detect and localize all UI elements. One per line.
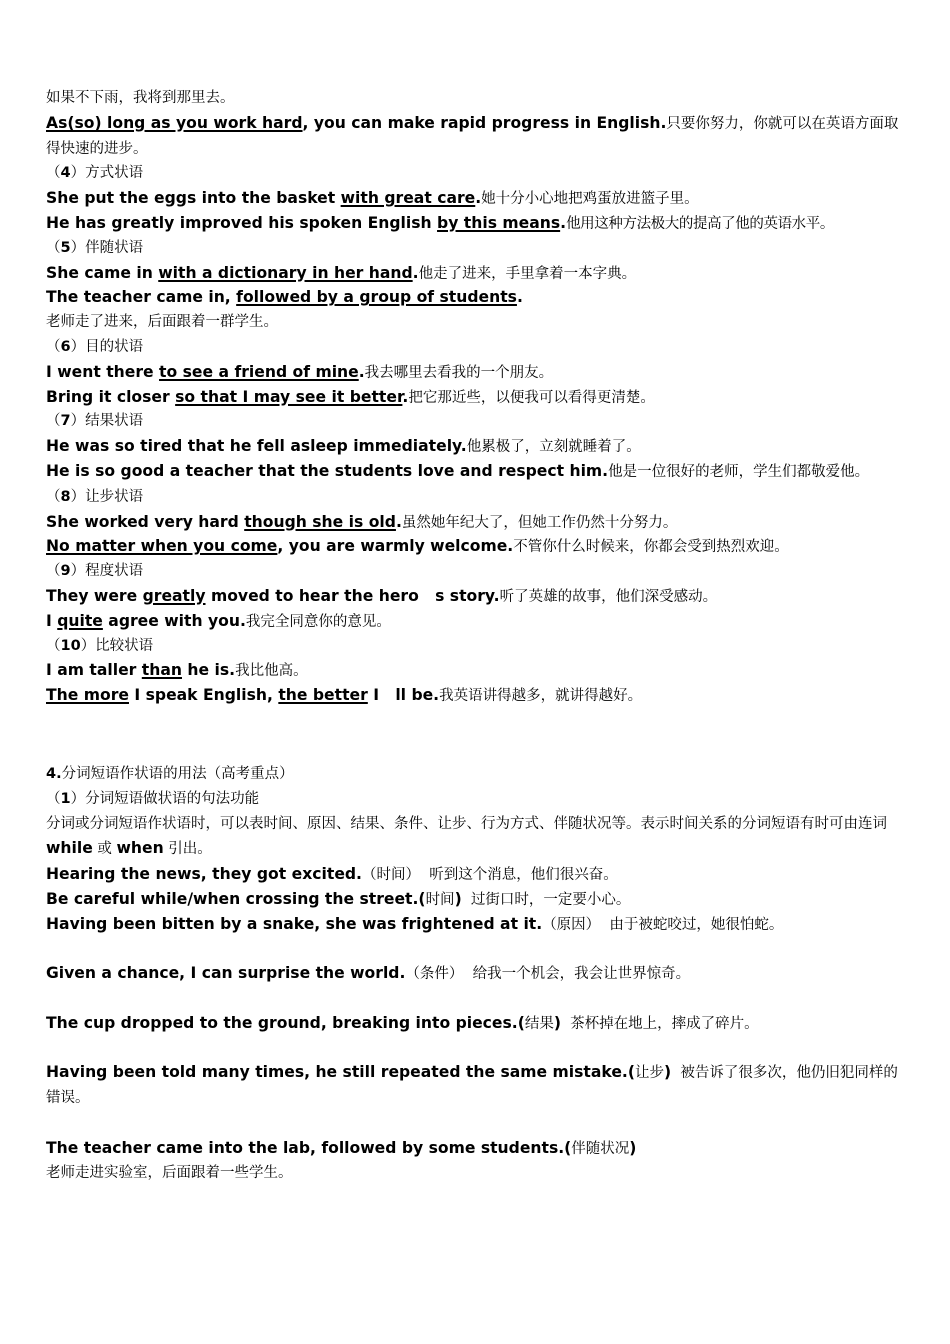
- chinese-translation: 他用这种方法极大的提高了他的英语水平。: [566, 215, 834, 232]
- english-text: Given a chance, I can surprise the world.: [46, 964, 406, 983]
- function-tag: 让步: [634, 1065, 664, 1082]
- underlined-phrase: by this means: [437, 213, 561, 232]
- chinese-translation: 听了英雄的故事，他们深受感动。: [499, 588, 718, 605]
- english-text: The teacher came in,: [46, 288, 237, 307]
- underlined-phrase: greatly: [142, 586, 206, 605]
- underlined-phrase: to see a friend of mine: [159, 362, 359, 381]
- english-text: ): [629, 1138, 637, 1157]
- english-text: Hearing the news, they got excited.: [46, 865, 362, 884]
- example-sentence: [46, 683, 910, 708]
- heading-number: 4: [60, 165, 71, 182]
- underlined-phrase: the better: [278, 686, 368, 705]
- chinese-translation: 给我一个机会，我会让世界惊奇。: [463, 966, 691, 983]
- example-sentence: [46, 1011, 910, 1036]
- chinese-translation: 过街口时，一定要小心。: [461, 891, 631, 908]
- keyword: when: [116, 839, 164, 858]
- example-sentence: [46, 1060, 910, 1111]
- chinese-translation: 我英语讲得越多，就讲得越好。: [439, 688, 643, 705]
- underlined-phrase: quite: [57, 611, 103, 630]
- english-text: .: [395, 512, 402, 531]
- underlined-phrase: followed by a group of students: [236, 288, 517, 307]
- english-text: ): [553, 1013, 561, 1032]
- heading-text: 目的状语: [85, 338, 144, 355]
- function-tag: 伴随状况: [571, 1140, 630, 1157]
- example-sentence: [46, 887, 910, 912]
- section-heading: （4）方式状语: [46, 165, 144, 182]
- chinese-translation: 只要你努力，你就可以在英语方面取得快速的进步。: [46, 115, 899, 157]
- paragraph: [46, 812, 910, 863]
- chinese-translation: 听到这个消息，他们很兴奋。: [419, 867, 618, 884]
- english-text: Having been told many times, he still repeated the same mistake.(: [46, 1063, 635, 1082]
- chinese-translation: 老师走了进来，后面跟着一群学生。: [46, 314, 278, 331]
- underlined-phrase: than: [141, 661, 182, 680]
- english-text: She came in: [46, 263, 159, 282]
- heading-number: 9: [60, 563, 71, 580]
- chinese-translation: 虽然她年纪大了，但她工作仍然十分努力。: [401, 514, 678, 531]
- english-text: , you are warmly welcome.: [277, 537, 514, 556]
- chinese-translation: 我完全同意你的意见。: [245, 613, 391, 630]
- example-sentence: [46, 186, 910, 211]
- function-tag: 时间: [425, 891, 455, 908]
- english-text: She put the eggs into the basket: [46, 189, 341, 208]
- paragraph-text: 或: [92, 841, 117, 858]
- chinese-translation: 老师走进实验室，后面跟着一些学生。: [46, 1164, 293, 1181]
- english-text: he is.: [181, 661, 236, 680]
- function-tag: （原因）: [542, 916, 601, 933]
- english-text: The teacher came into the lab, followed by some students.(: [46, 1138, 572, 1157]
- section-heading: （6）目的状语: [46, 338, 144, 355]
- underlined-phrase: with great care: [340, 189, 476, 208]
- english-text: .: [475, 189, 482, 208]
- spacer: [46, 1111, 910, 1136]
- english-text: moved to hear the hero s story.: [205, 586, 500, 605]
- underlined-phrase: with a dictionary in her hand: [158, 263, 413, 282]
- chinese-translation: 他累极了，立刻就睡着了。: [466, 439, 641, 456]
- example-sentence: [46, 111, 910, 162]
- chinese-translation: 被告诉了很多次，他仍旧犯同样的错误。: [46, 1065, 898, 1107]
- function-tag: 结果: [524, 1015, 554, 1032]
- english-text: I speak English,: [128, 686, 279, 705]
- english-text: .: [560, 213, 567, 232]
- english-text: Bring it closer: [46, 387, 176, 406]
- english-text: Having been bitten by a snake, she was frightened at it.: [46, 914, 543, 933]
- english-text: I went there: [46, 362, 160, 381]
- heading-number: 10: [60, 637, 81, 654]
- section-heading: （5）伴随状语: [46, 239, 144, 256]
- document-page: [46, 86, 910, 1185]
- section-title-text: 分词短语作状语的用法（高考重点）: [61, 765, 294, 782]
- section-heading: （8）让步状语: [46, 488, 144, 505]
- heading-number: 5: [60, 239, 71, 256]
- section-title: [46, 762, 910, 787]
- underlined-phrase: As(so) long as you work hard: [46, 113, 303, 132]
- example-sentence: [46, 584, 910, 609]
- english-text: .: [516, 288, 523, 307]
- text-line: 如果不下雨，我将到那里去。: [46, 90, 235, 106]
- chinese-translation: 他是一位很好的老师，学生们都敬爱他。: [608, 463, 870, 480]
- chinese-translation: 把它那近些，以便我可以看得更清楚。: [408, 389, 655, 406]
- example-sentence: [46, 285, 910, 310]
- chinese-translation: 她十分小心地把鸡蛋放进篮子里。: [481, 191, 699, 208]
- heading-number: 6: [60, 338, 71, 355]
- english-text: They were: [46, 586, 143, 605]
- example-sentence: [46, 658, 910, 683]
- english-text: agree with you.: [102, 611, 246, 630]
- spacer: [46, 708, 910, 762]
- english-text: She worked very hard: [46, 512, 245, 531]
- example-sentence: [46, 459, 910, 485]
- english-text: .: [402, 387, 409, 406]
- example-sentence: [46, 862, 910, 887]
- english-text: .: [412, 263, 419, 282]
- heading-number: 8: [60, 488, 71, 505]
- english-text: .: [358, 362, 365, 381]
- heading-text: 分词短语做状语的句法功能: [85, 790, 260, 807]
- heading-text: 方式状语: [85, 165, 144, 182]
- english-text: He was so tired that he fell asleep immediately.: [46, 437, 467, 456]
- chinese-translation: 我比他高。: [235, 663, 308, 680]
- underlined-phrase: No matter when you come: [46, 537, 278, 556]
- chinese-translation: 由于被蛇咬过，她很怕蛇。: [600, 916, 784, 933]
- paragraph-text: 引出。: [163, 841, 212, 858]
- spacer: [46, 937, 910, 962]
- english-text: ): [663, 1063, 672, 1082]
- english-text: I ll be.: [367, 686, 440, 705]
- section-heading: （1）分词短语做状语的句法功能: [46, 790, 260, 807]
- spacer: [46, 986, 910, 1011]
- section-heading: （7）结果状语: [46, 413, 144, 430]
- function-tag: （条件）: [405, 966, 464, 983]
- underlined-phrase: though she is old: [244, 512, 396, 531]
- example-sentence: [46, 385, 910, 410]
- heading-number: 1: [60, 790, 71, 807]
- section-heading: （9）程度状语: [46, 563, 144, 580]
- spacer: [46, 1036, 910, 1061]
- example-sentence: [46, 510, 910, 535]
- chinese-translation: 我去哪里去看我的一个朋友。: [364, 364, 554, 381]
- underlined-phrase: so that I may see it better: [175, 387, 403, 406]
- chinese-translation: 他走了进来，手里拿着一本字典。: [418, 265, 637, 282]
- english-text: He has greatly improved his spoken English: [46, 213, 438, 232]
- chinese-translation: 不管你什么时候来，你都会受到热烈欢迎。: [513, 539, 789, 556]
- english-text: I: [46, 611, 58, 630]
- english-text: The cup dropped to the ground, breaking into pieces.(: [46, 1013, 525, 1032]
- example-sentence: [46, 434, 910, 459]
- keyword: while: [46, 839, 93, 858]
- paragraph-text: 分词或分词短语作状语时，可以表时间、原因、结果、条件、让步、行为方式、伴随状况等。表示时间关系的分词短语有时可由连词: [46, 815, 887, 832]
- example-sentence: [46, 211, 910, 236]
- example-sentence: [46, 360, 910, 385]
- english-text: Be careful while/when crossing the street.(: [46, 889, 426, 908]
- heading-text: 让步状语: [85, 488, 144, 505]
- heading-text: 程度状语: [85, 563, 144, 580]
- heading-text: 结果状语: [85, 413, 144, 430]
- english-text: , you can make rapid progress in English.: [302, 113, 667, 132]
- underlined-phrase: The more: [46, 686, 129, 705]
- chinese-translation: 茶杯掉在地上，摔成了碎片。: [560, 1015, 759, 1032]
- example-sentence: [46, 961, 910, 986]
- example-sentence: [46, 261, 910, 286]
- english-text: I am taller: [46, 661, 142, 680]
- function-tag: （时间）: [361, 867, 420, 884]
- example-sentence: [46, 912, 910, 937]
- section-number: 4.: [46, 765, 62, 782]
- example-sentence: [46, 534, 910, 559]
- english-text: ): [454, 889, 462, 908]
- section-heading: （10）比较状语: [46, 637, 154, 654]
- heading-number: 7: [60, 413, 71, 430]
- english-text: He is so good a teacher that the students love and respect him.: [46, 461, 609, 480]
- example-sentence: [46, 1136, 910, 1161]
- heading-text: 伴随状语: [85, 239, 144, 256]
- heading-text: 比较状语: [95, 637, 154, 654]
- example-sentence: [46, 609, 910, 634]
